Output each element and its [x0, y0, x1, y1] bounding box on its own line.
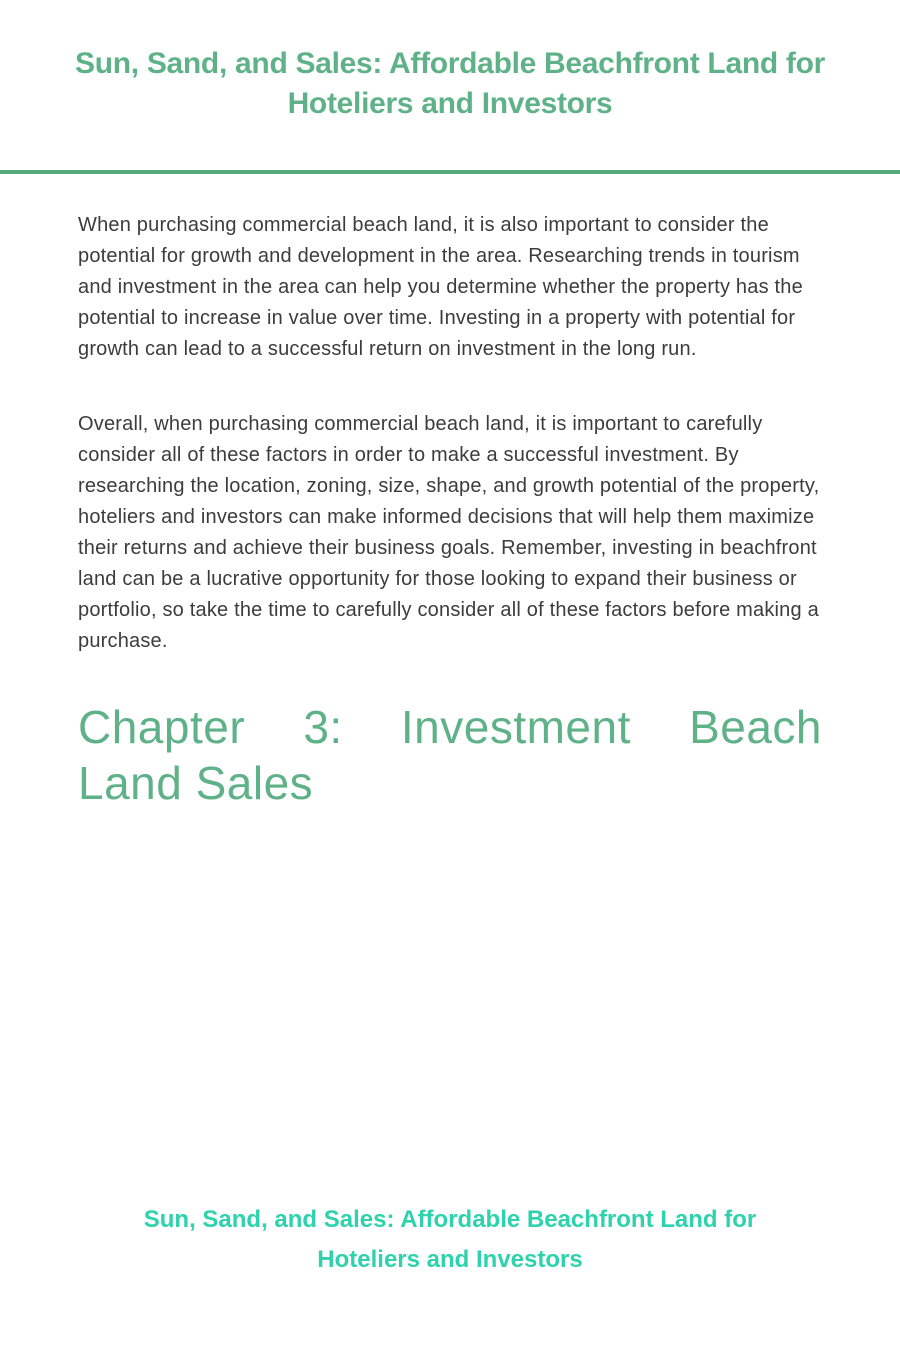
chapter-heading-line-2: Land Sales: [78, 757, 314, 809]
body-paragraph-1: When purchasing commercial beach land, it is also important to consider the potential for growth and development in the area. Researching trends in tourism and investment in the area can help you determine whether the property has the potential to increase in value over time. Investing in a property with potential for growth can lead to a successful return on investment in the long run.: [78, 214, 803, 360]
page-footer: [0, 1200, 900, 1280]
page-title-line-1: Sun, Sand, and Sales: Affordable Beachfront Land for: [74, 47, 826, 80]
chapter-heading: [78, 699, 822, 811]
body-paragraph-2: Overall, when purchasing commercial beach land, it is important to carefully consider all of these factors in order to make a successful investment. By researching the location, zoning, size, shape, and growth potential of the property, hoteliers and investors can make informed decisions that will help them maximize their returns and achieve their business goals. Remember, investing in beachfront land can be a lucrative opportunity for those looking to expand their business or portfolio, so take the time to carefully consider all of these factors before making a purchase.: [78, 413, 820, 652]
footer-title-line-2: Hoteliers and Investors: [317, 1246, 583, 1273]
page-title-line-2: Hoteliers and Investors: [287, 87, 613, 120]
footer-title-line-1: Sun, Sand, and Sales: Affordable Beachfront Land for: [143, 1206, 757, 1233]
chapter-heading-line-1: Chapter 3: Investment Beach: [78, 701, 822, 753]
body-content: [78, 210, 822, 811]
page-title: [0, 0, 900, 124]
header-divider: [0, 170, 900, 174]
